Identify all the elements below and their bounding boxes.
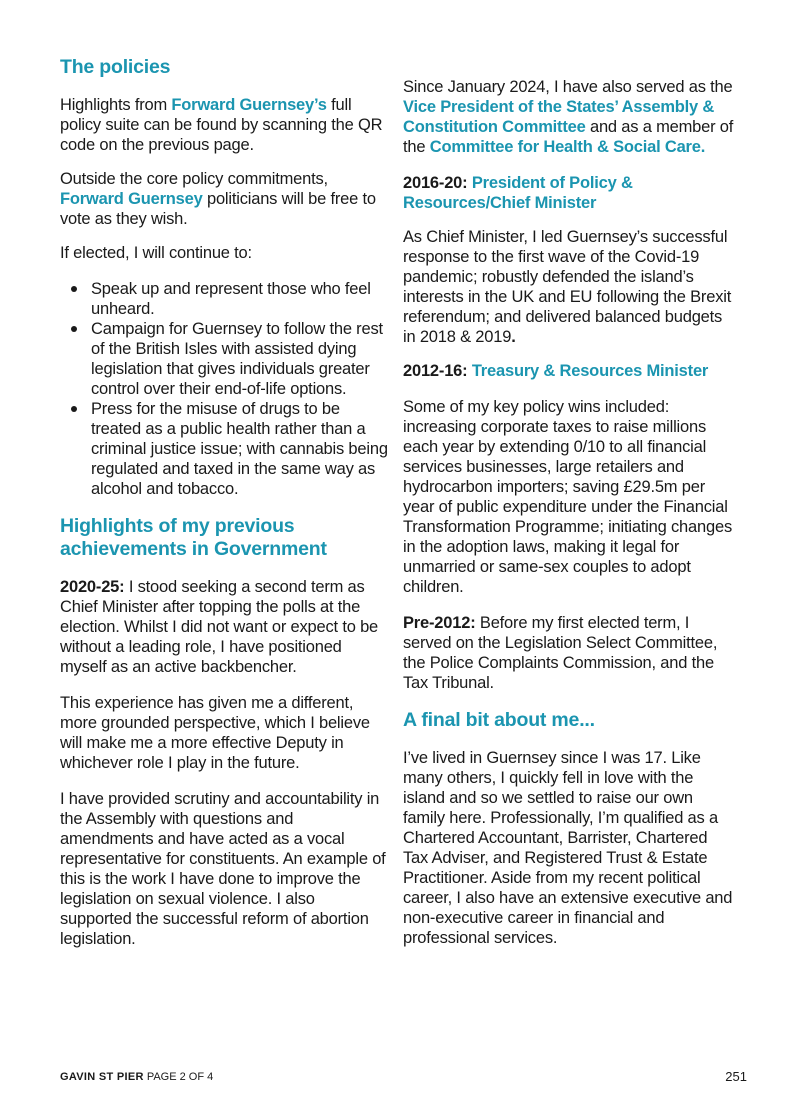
text-span: Outside the core policy commitments,	[60, 170, 328, 188]
list-item: Press for the misuse of drugs to be treated as a public health rather than a criminal justice issue; with cannabis being regulated and taxed in the same way as alcohol and tobacco.	[91, 400, 388, 498]
policies-intro-paragraph	[60, 95, 388, 155]
text-span: Before my first elected term, I served on the Legislation Select Committee, the Police Complaints Commission, and the Tax Tribunal.	[403, 614, 718, 692]
term-label: Pre-2012:	[403, 614, 476, 632]
footer-name: GAVIN ST PIER	[60, 1071, 144, 1083]
term-label: 2012-16:	[403, 362, 468, 380]
footer-page-label: PAGE 2 OF 4	[143, 1071, 214, 1083]
term-2016-20-heading	[403, 173, 735, 213]
health-committee-role: Committee for Health & Social Care.	[429, 138, 706, 156]
policy-wins-paragraph: Some of my key policy wins included: increasing corporate taxes to raise millions each year by extending 0/10 to all financial services businesses, large retailers and hydrocarbon importers; saving £29.5m per year of public expenditure under the Financial Transformation Programme; initiating changes in the adoption laws, making it legal for unmarried or same-sex couples to adopt children.	[403, 398, 732, 596]
forward-guernsey-name: Forward Guernsey	[60, 190, 203, 208]
text-span: I stood seeking a second term as Chief Minister after topping the polls at the election. Whilst I did not want or expect to be without a leading role, I have positioned myself as an active backbencher.	[60, 578, 379, 676]
page-number: 251	[725, 1069, 747, 1084]
about-me-paragraph: I’ve lived in Guernsey since I was 17. Like many others, I quickly fell in love with the island and so we settled to raise our own family here. Professionally, I’m qualified as a Chartered Accountant, Barrister, Chartered Tax Adviser, and Registered Trust & Estate Practitioner. Aside from my recent political career, I also have an extensive executive and non-executive career in financial and professional services.	[403, 749, 733, 947]
text-span: .	[511, 328, 516, 346]
page-footer	[60, 1071, 747, 1083]
text-span: Highlights from	[60, 96, 172, 114]
policies-free-vote-paragraph	[60, 169, 388, 229]
heading-the-policies: The policies	[60, 56, 171, 78]
heading-final-bit: A final bit about me...	[403, 709, 595, 731]
left-column	[60, 48, 388, 949]
continue-to-paragraph: If elected, I will continue to:	[60, 244, 252, 262]
list-item: Campaign for Guernsey to follow the rest of the British Isles with assisted dying legislation that gives individuals greater control over their end-of-life options.	[91, 319, 388, 399]
text-span: full policy suite can be found by scanning the QR code on the previous page.	[60, 96, 383, 154]
term-label: 2020-25:	[60, 578, 125, 596]
list-item: Speak up and represent those who feel unheard.	[91, 279, 388, 319]
term-2020-25-paragraph	[60, 577, 388, 677]
scrutiny-paragraph: I have provided scrutiny and accountability in the Assembly with questions and amendments and have acted as a vocal representative for constituents. An example of this is the work I have done to improve the legislation on sexual violence. I also supported the successful reform of abortion legislation.	[60, 790, 386, 948]
commitments-list	[60, 279, 388, 499]
experience-paragraph: This experience has given me a different, more grounded perspective, which I believe will make me a more effective Deputy in whichever role I play in the future.	[60, 694, 370, 772]
vice-president-role: Vice President of the States’ Assembly & Constitution Committee	[403, 98, 715, 136]
right-column	[403, 77, 735, 948]
heading-highlights: Highlights of my previous achievements in Government	[60, 515, 327, 560]
term-2012-16-heading	[403, 361, 735, 381]
vice-president-paragraph	[403, 77, 735, 157]
term-label: 2016-20:	[403, 174, 468, 192]
chief-minister-role: President of Policy & Resources/Chief Minister	[403, 174, 633, 212]
pre-2012-paragraph	[403, 613, 735, 693]
text-span: As Chief Minister, I led Guernsey’s successful response to the first wave of the Covid-19 pandemic; robustly defended the island’s interests in the UK and EU following the Brexit referendum; and delivered balanced budgets in 2018 & 2019	[403, 228, 732, 346]
treasury-minister-role: Treasury & Resources Minister	[467, 362, 709, 380]
text-span: Since January 2024, I have also served as the	[403, 78, 733, 96]
text-span: politicians will be free to vote as they wish.	[60, 190, 376, 228]
text-span: and as a member of the	[403, 118, 734, 156]
forward-guernsey-link: Forward Guernsey’s	[171, 96, 327, 114]
chief-minister-paragraph	[403, 227, 735, 347]
